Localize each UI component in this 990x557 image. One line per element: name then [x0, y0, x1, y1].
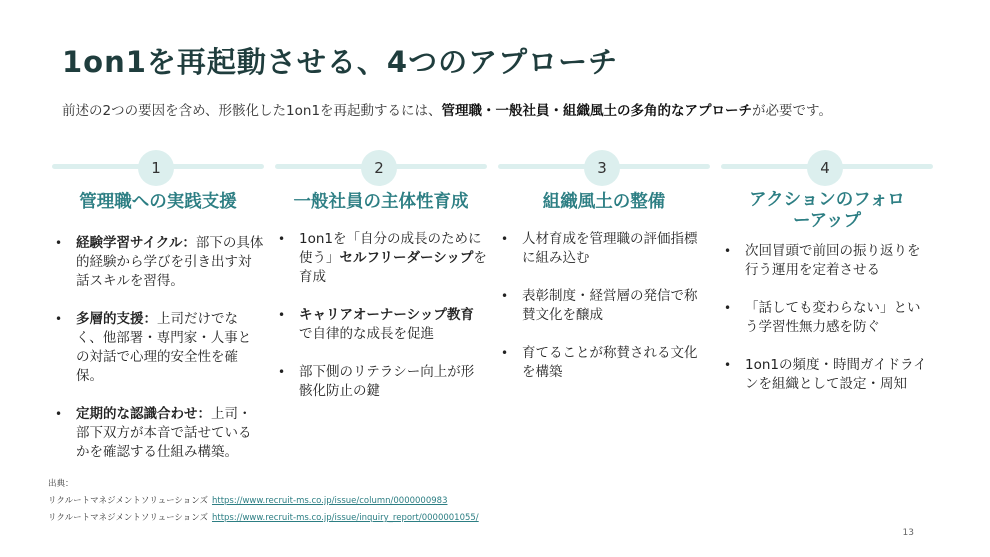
item-text: を育成 [299, 250, 487, 285]
step-number-badge: 4 [807, 150, 843, 186]
bullet-list [275, 230, 487, 420]
item-text: 1on1を「自分の成長のために使う」 [299, 231, 482, 266]
sources-block [48, 476, 479, 527]
bullet-list [721, 242, 933, 413]
source-line [48, 493, 479, 510]
bullet-icon: • [724, 358, 732, 372]
step-number-badge: 3 [584, 150, 620, 186]
item-bold: 多層的支援： [76, 311, 157, 327]
bullet-icon: • [278, 232, 286, 246]
item-bold: 経験学習サイクル： [76, 235, 196, 251]
list-item [275, 230, 487, 287]
subtitle-suffix: が必要です。 [752, 103, 832, 119]
list-item [52, 234, 264, 291]
item-text: 「話しても変わらない」という学習性無力感を防ぐ [745, 300, 921, 335]
item-bold: キャリアオーナーシップ教育 [299, 307, 474, 323]
list-item [498, 230, 710, 268]
column-heading: 一般社員の主体性育成 [293, 192, 469, 212]
item-text: 人材育成を管理職の評価指標に組み込む [522, 231, 698, 266]
bullet-list [52, 234, 264, 481]
subtitle-prefix: 前述の2つの要因を含め、形骸化した1on1を再起動するには、 [62, 103, 442, 119]
bullet-icon: • [55, 407, 63, 421]
item-text: 部下側のリテラシー向上が形骸化防止の鍵 [299, 364, 475, 399]
bullet-icon: • [501, 232, 509, 246]
item-text: 上司だけでなく、他部署・専門家・人事との対話で心理的安全性を確保。 [76, 311, 252, 384]
item-text: 1on1の頻度・時間ガイドラインを組織として設定・周知 [745, 357, 927, 392]
source-org: リクルートマネジメントソリューションズ [48, 496, 208, 506]
item-text: 表彰制度・経営層の発信で称賛文化を醸成 [522, 288, 698, 323]
list-item [275, 306, 487, 344]
bullet-list [498, 230, 710, 401]
list-item [721, 242, 933, 280]
bullet-icon: • [501, 346, 509, 360]
step-number-badge: 2 [361, 150, 397, 186]
item-text: 次回冒頭で前回の振り返りを行う運用を定着させる [745, 243, 921, 278]
source-line [48, 510, 479, 527]
list-item [498, 287, 710, 325]
item-text: 上司・部下双方が本音で話せているかを確認する仕組み構築。 [76, 406, 252, 460]
column-heading: アクションのフォローアップ [749, 190, 905, 231]
list-item [721, 299, 933, 337]
item-text: で自律的な成長を促進 [299, 326, 434, 342]
item-bold: セルフリーダーシップ [339, 250, 474, 266]
slide-subtitle [62, 99, 832, 119]
item-text: 育てることが称賛される文化を構築 [522, 345, 698, 380]
sources-label: 出典： [48, 479, 74, 489]
bullet-icon: • [278, 308, 286, 322]
bullet-icon: • [724, 301, 732, 315]
list-item [52, 405, 264, 462]
column-heading: 管理職への実践支援 [79, 192, 237, 212]
bullet-icon: • [55, 236, 63, 250]
source-org: リクルートマネジメントソリューションズ [48, 513, 208, 523]
page-number: 13 [902, 528, 914, 538]
subtitle-emphasis: 管理職・一般社員・組織風土の多角的なアプローチ [441, 103, 753, 119]
step-number-badge: 1 [138, 150, 174, 186]
item-bold: 定期的な認識合わせ： [76, 406, 211, 422]
source-link[interactable]: https://www.recruit-ms.co.jp/issue/column/0000000983 [211, 496, 448, 506]
slide-title: 1on1を再起動させる、4つのアプローチ [62, 45, 619, 79]
bullet-icon: • [278, 365, 286, 379]
source-link[interactable]: https://www.recruit-ms.co.jp/issue/inquiry_report/0000001055/ [211, 513, 479, 523]
column-heading: 組織風土の整備 [542, 192, 666, 212]
bullet-icon: • [55, 312, 63, 326]
list-item [498, 344, 710, 382]
list-item [52, 310, 264, 386]
list-item [275, 363, 487, 401]
item-text: 部下の具体的経験から学びを引き出す対話スキルを習得。 [76, 235, 264, 289]
bullet-icon: • [724, 244, 732, 258]
bullet-icon: • [501, 289, 509, 303]
list-item [721, 356, 933, 394]
